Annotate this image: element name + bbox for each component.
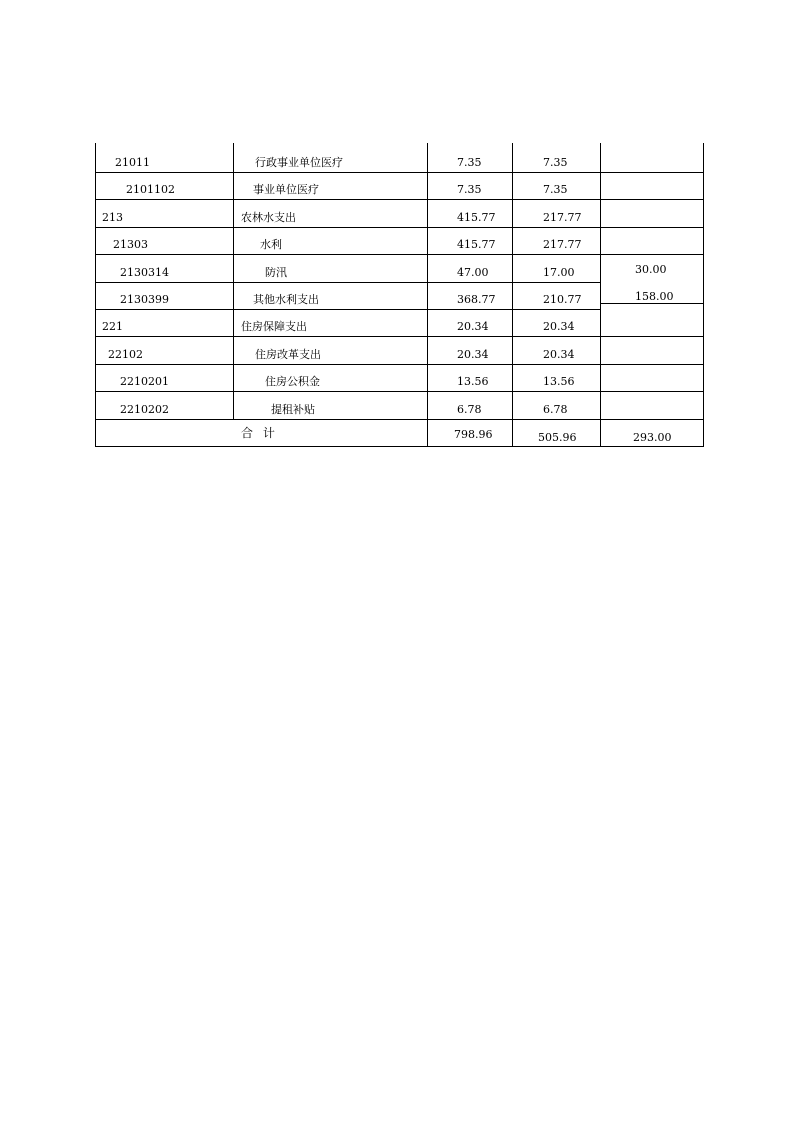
summary-label: 合 计 [241, 426, 278, 440]
row-code: 21011 [115, 156, 150, 169]
row-name: 提租补贴 [271, 402, 315, 416]
row-name: 住房改革支出 [255, 347, 321, 361]
row-name: 防汛 [265, 265, 287, 279]
row-basic: 7.35 [543, 183, 568, 197]
row-basic: 20.34 [543, 347, 575, 361]
row-basic: 13.56 [543, 375, 575, 389]
row-basic: 20.34 [543, 320, 575, 334]
row-name: 其他水利支出 [253, 293, 319, 306]
table-grid [95, 143, 704, 447]
row-code: 2130314 [120, 265, 169, 279]
budget-table [95, 143, 704, 447]
row-code: 2210202 [120, 402, 169, 416]
row-total: 20.34 [457, 320, 489, 334]
row-basic: 17.00 [543, 265, 575, 279]
summary-basic: 505.96 [538, 431, 577, 444]
row-total: 20.34 [457, 347, 489, 361]
row-code: 2130399 [120, 293, 169, 306]
row-name: 住房保障支出 [241, 320, 307, 334]
row-basic: 217.77 [543, 238, 582, 252]
summary-project: 293.00 [633, 431, 672, 444]
row-basic: 210.77 [543, 293, 582, 306]
row-basic: 217.77 [543, 210, 582, 224]
row-total: 13.56 [457, 375, 489, 389]
row-total: 6.78 [457, 402, 482, 416]
row-basic: 6.78 [543, 402, 568, 416]
row-total: 47.00 [457, 265, 489, 279]
row-code: 221 [102, 320, 123, 334]
row-project: 30.00 [635, 263, 667, 276]
row-name: 水利 [260, 238, 282, 252]
row-code: 213 [102, 210, 123, 224]
row-code: 2101102 [126, 183, 175, 197]
summary-total: 798.96 [454, 428, 493, 441]
row-total: 415.77 [457, 238, 496, 252]
row-code: 21303 [113, 238, 148, 252]
row-project: 158.00 [635, 290, 674, 303]
row-name: 农林水支出 [241, 210, 296, 224]
row-total: 415.77 [457, 210, 496, 224]
row-total: 7.35 [457, 183, 482, 197]
row-code: 2210201 [120, 375, 169, 389]
row-code: 22102 [108, 347, 143, 361]
row-name: 事业单位医疗 [253, 183, 319, 197]
row-basic: 7.35 [543, 156, 568, 169]
row-total: 368.77 [457, 293, 496, 306]
row-name: 行政事业单位医疗 [255, 156, 343, 169]
row-total: 7.35 [457, 156, 482, 169]
row-name: 住房公积金 [265, 375, 320, 389]
